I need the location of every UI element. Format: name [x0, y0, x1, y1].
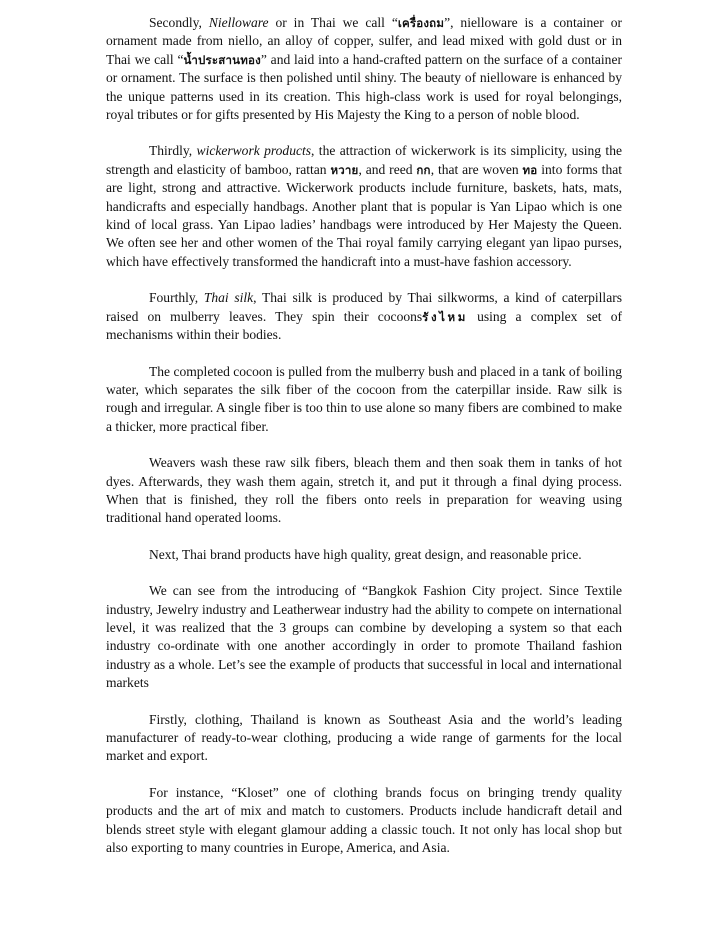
- thai-term-nam-prasan-thong: น้ำประสานทอง: [183, 52, 261, 67]
- text-run: or in Thai we call “: [268, 15, 398, 30]
- paragraph-thai-silk: [106, 289, 622, 344]
- thai-term-khrueang-thom: เครื่องถม: [397, 16, 445, 30]
- document-page: [106, 14, 622, 857]
- text-run: ” and laid into a hand-crafted pattern on the surface of a container or ornament. The surface is then polished until shiny. The beauty of nielloware is enhanced by the unique patterns used in its creation. This high-class work is used for royal belongings, royal tributes or for gifts presented by His Majesty the King to a person of noble blood.: [106, 51, 622, 123]
- paragraph-kloset: For instance, “Kloset” one of clothing brands focus on bringing trendy quality products and the art of mix and match to customers. Products include handicraft detail and blends street style with elegant glamour adding a classic touch. It not only has local shop but also exporting to many countries in Europe, America, and Asia.: [106, 784, 622, 856]
- paragraph-weavers: Weavers wash these raw silk fibers, bleach them and then soak them in tanks of hot dyes. Afterwards, they wash them again, stretch it, and put it through a final dying process. When that is finished, they roll the fibers onto reels in preparation for weaving using traditional hand operated looms.: [106, 455, 622, 526]
- paragraph-wickerwork: [106, 142, 622, 271]
- paragraph-nielloware: [106, 14, 622, 124]
- text-run: Secondly,: [149, 15, 209, 30]
- text-run: using a complex set of mechanisms within their bodies.: [106, 308, 622, 343]
- paragraph-fashion-city: We can see from the introducing of “Bangkok Fashion City project. Since Textile industry, Jewelry industry and Leatherwear industry had the ability to compete on international level, it was realized that the 3 groups can combine by developing a system so that each industry co-ordinate with one another accordingly in order to promote Thailand fashion industry as a whole. Let’s see the example of products that successful in local and international markets: [106, 583, 622, 691]
- thai-term-wai: หวาย: [330, 162, 359, 177]
- thai-term-tho: ทอ: [522, 162, 538, 177]
- text-run: ”, nielloware is a container or ornament made from niello, an alloy of copper, sulfer, and lead mixed with gold dust or in Thai we call “: [106, 15, 622, 67]
- text-run: , the attraction of wickerwork is its simplicity, using the strength and elasticity of bamboo, rattan: [106, 143, 622, 177]
- text-run: Fourthly,: [149, 290, 204, 306]
- term-wickerwork: wickerwork products: [196, 143, 312, 159]
- text-run: , and reed: [358, 161, 417, 177]
- text-run: , that are woven: [430, 161, 523, 177]
- term-thai-silk: Thai silk: [203, 290, 254, 306]
- paragraph-cocoon: The completed cocoon is pulled from the mulberry bush and placed in a tank of boiling water, which separates the silk fiber of the cocoon from the caterpillar inside. Raw silk is rough and irregular. A single fiber is too thin to use alone so many fibers are combined to make a thicker, more practical fiber.: [106, 363, 622, 434]
- text-run: , Thai silk is produced by Thai silkworms, a kind of caterpillars raised on mulberry leaves. They spin their cocoons: [106, 290, 622, 324]
- term-nielloware: Nielloware: [208, 15, 269, 30]
- paragraph-thai-brand: Next, Thai brand products have high quality, great design, and reasonable price.: [149, 546, 582, 562]
- thai-term-rang-mai: รังไหม: [422, 309, 468, 324]
- paragraph-clothing: Firstly, clothing, Thailand is known as Southeast Asia and the world’s leading manufacturer of ready-to-wear clothing, producing a wide range of garments for the local market and export.: [106, 711, 622, 764]
- thai-term-kok: กก: [416, 162, 431, 177]
- text-run: into forms that are light, strong and attractive. Wickerwork products include furniture, baskets, hats, mats, handicrafts and especially handbags. Another plant that is popular is Yan Lipao which is one kind of local grass. Yan Lipao ladies’ handbags were introduced by Her Majesty the Queen. We often see her and other women of the Thai royal family carrying elegant yan lipao purses, which have effectively transformed the handicraft into a must-have fashion accessory.: [106, 161, 622, 269]
- text-run: Thirdly,: [149, 143, 197, 159]
